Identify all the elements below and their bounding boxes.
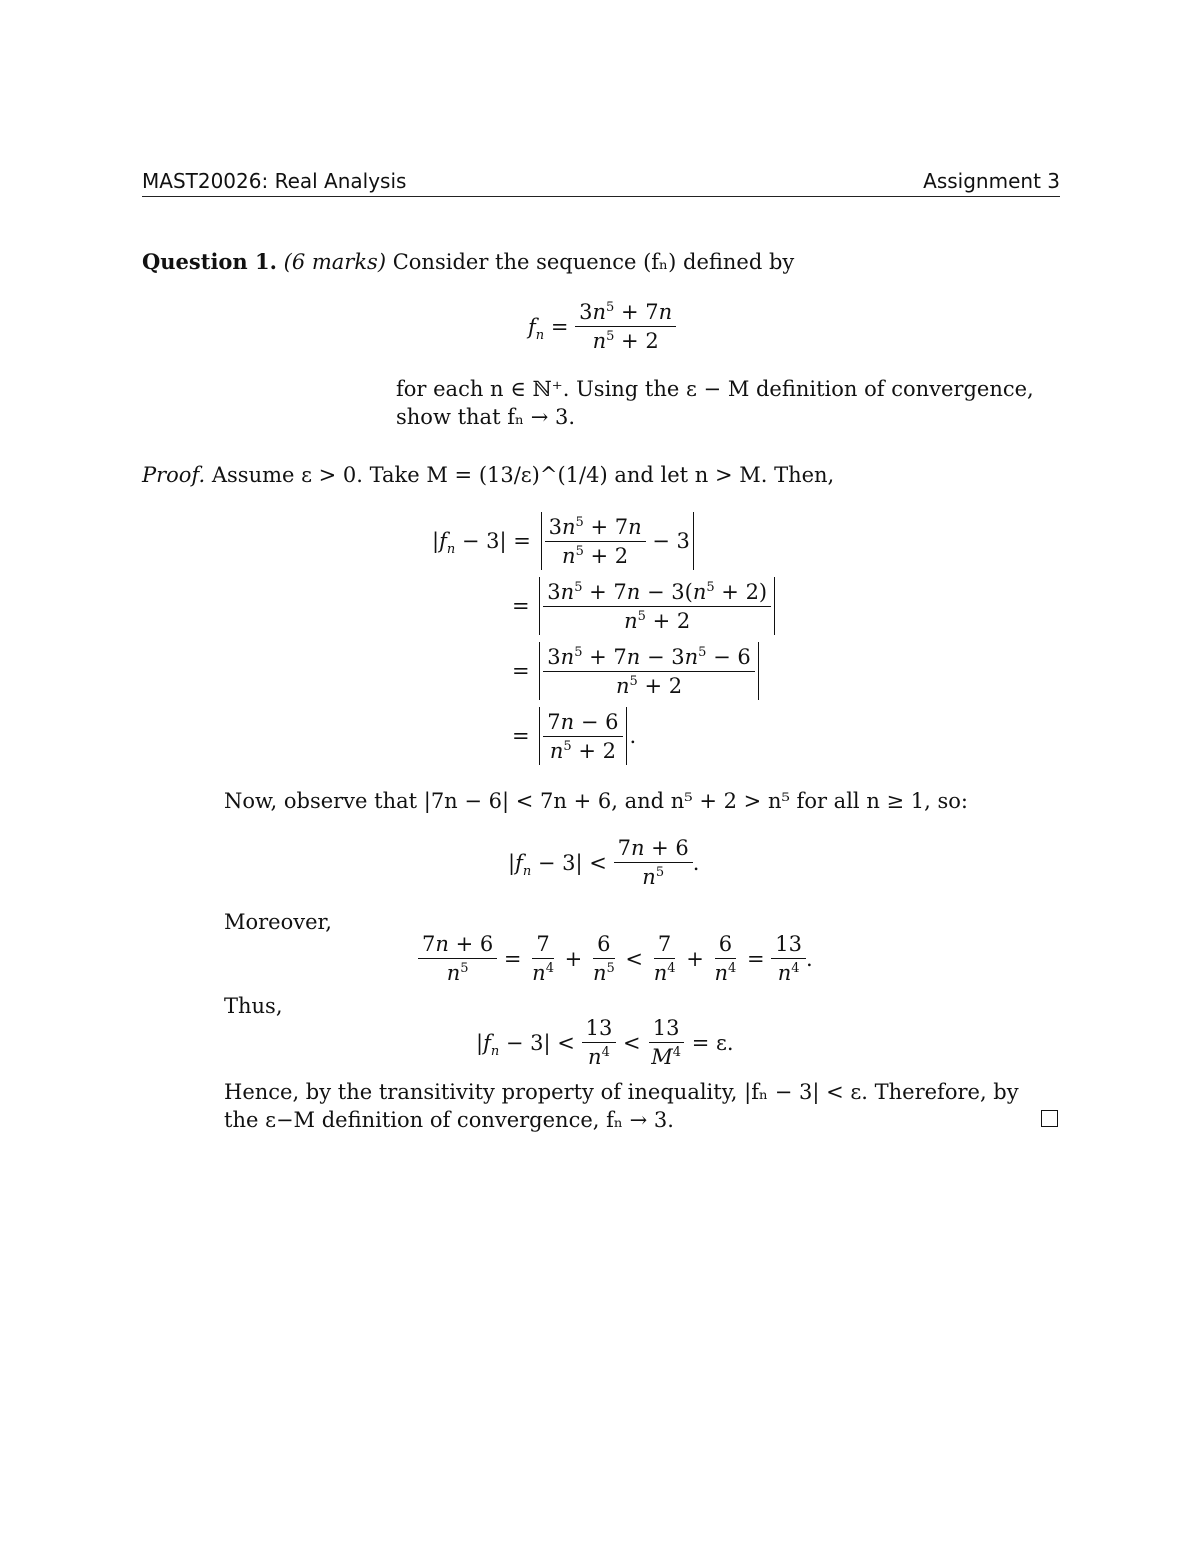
question-label: Question 1. [142, 249, 277, 274]
derivation-line-1: $|f_n - 3|$ = $\frac{3n^5 + 7n}{n^5 + 2}$ − 3 [432, 512, 697, 570]
conclusion-line-2: the ε−M definition of convergence, fₙ → 3. [224, 1108, 674, 1132]
header-rule [142, 196, 1060, 197]
sequence-definition: $f_n$ = $\frac{3n^5 + 7n}{n^5 + 2}$ [528, 298, 676, 355]
question-line [142, 249, 794, 275]
conclusion-line-1: Hence, by the transitivity property of inequality, |fₙ − 3| < ε. Therefore, by [224, 1080, 1019, 1104]
proof-intro-line [142, 462, 834, 488]
question-condition-1: for each n ∈ ℕ⁺. Using the ε − M definition of convergence, [396, 377, 1034, 401]
question-prompt: Consider the sequence (fₙ) defined by [392, 250, 795, 274]
moreover-label: Moreover, [224, 910, 332, 934]
observe-line: Now, observe that |7n − 6| < 7n + 6, and n⁵ + 2 > n⁵ for all n ≥ 1, so: [224, 789, 968, 813]
derivation-line-2: = $\frac{3n^5 + 7n - 3(n^5 + 2)}{n^5 + 2}$ [512, 577, 778, 635]
thus-label: Thus, [224, 994, 283, 1018]
qed-symbol [1041, 1110, 1058, 1127]
thus-equation: $|f_n - 3|$ < $\frac{13}{n^4}$ < $\frac{13}{M^4}$ = ε. [476, 1016, 734, 1069]
inequality-1: $|f_n - 3|$ < $\frac{7n + 6}{n^5}$ . [508, 836, 700, 889]
question-marks: (6 marks) [283, 250, 387, 274]
derivation-line-3: = $\frac{3n^5 + 7n - 3n^5 - 6}{n^5 + 2}$ [512, 642, 762, 700]
question-condition-2: show that fₙ → 3. [396, 405, 576, 429]
proof-label: Proof. [142, 463, 206, 487]
assignment-label: Assignment 3 [923, 169, 1060, 193]
course-title: MAST20026: Real Analysis [142, 169, 407, 193]
moreover-equation: $\frac{7n + 6}{n^5}$ = $\frac{7}{n^4}$ + $\frac{6}{n^5}$ < $\frac{7}{n^4}$ + $\frac{6}{n^4}$ = $\frac{13}{n^4}$ . [418, 930, 813, 987]
derivation-line-4: = $\frac{7n - 6}{n^5 + 2}$ . [512, 707, 636, 765]
proof-intro: Assume ε > 0. Take M = (13/ε)^(1/4) and let n > M. Then, [211, 463, 835, 487]
